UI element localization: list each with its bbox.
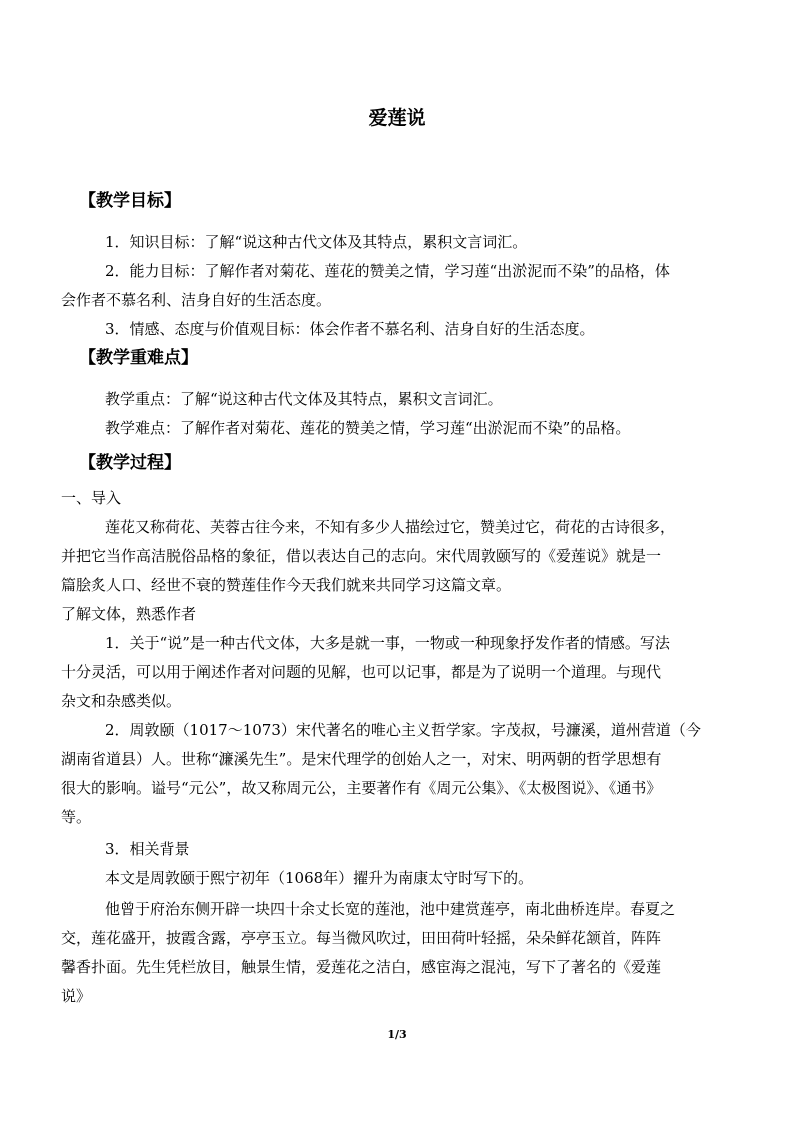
process-line: 馨香扑面。先生凭栏放目，触景生情，爱莲花之洁白，感宦海之混沌，写下了著名的《爱莲 xyxy=(61,958,662,976)
process-line: 他曾于府治东侧开辟一块四十余丈长宽的莲池，池中建赏莲亭，南北曲桥连岸。春夏之 xyxy=(105,900,676,918)
process-line: 十分灵活，可以用于阐述作者对问题的见解，也可以记事，都是为了说明一个道理。与现代 xyxy=(61,663,662,681)
process-line: 1．关于“说”是一种古代文体，大多是就一事，一物或一种现象抒发作者的情感。写法 xyxy=(105,634,670,652)
keypoints-line: 教学难点：了解作者对菊花、莲花的赞美之情，学习莲“出淤泥而不染”的品格。 xyxy=(105,419,631,437)
section-heading-goals: 【教学目标】 xyxy=(79,191,181,211)
process-line: 篇脍炙人口、经世不衰的赞莲佳作今天我们就来共同学习这篇文章。 xyxy=(61,576,512,594)
process-line: 很大的影响。谥号“元公”，故又称周元公，主要著作有《周元公集》、《太极图说》、《通书》 xyxy=(61,779,662,797)
process-line: 莲花又称荷花、芙蓉古往今来，不知有多少人描绘过它，赞美过它，荷花的古诗很多， xyxy=(105,518,676,536)
page-title: 爱莲说 xyxy=(368,107,426,129)
goals-line: 1．知识目标：了解“说这种古代文体及其特点，累积文言词汇。 xyxy=(105,233,528,251)
process-line: 并把它当作高洁脱俗品格的象征，借以表达自己的志向。宋代周敦颐写的《爱莲说》就是一 xyxy=(61,547,662,565)
section-heading-process: 【教学过程】 xyxy=(79,453,181,473)
process-line: 等。 xyxy=(61,808,92,826)
process-line: 了解文体，熟悉作者 xyxy=(61,605,197,623)
process-line: 3．相关背景 xyxy=(105,840,190,858)
process-line: 本文是周敦颐于熙宁初年（1068年）擢升为南康太守时写下的。 xyxy=(105,869,534,887)
keypoints-line: 教学重点：了解“说这种古代文体及其特点，累积文言词汇。 xyxy=(105,390,503,408)
goals-line: 3．情感、态度与价值观目标：体会作者不慕名利、洁身自好的生活态度。 xyxy=(105,320,595,338)
page-number: 1/3 xyxy=(387,1028,407,1041)
process-line: 湖南省道县）人。世称“濂溪先生”。是宋代理学的创始人之一，对宋、明两朝的哲学思想有 xyxy=(61,750,662,768)
process-line: 交，莲花盛开，披霞含露，亭亭玉立。每当微风吹过，田田荷叶轻摇，朵朵鲜花颔首，阵阵 xyxy=(61,929,662,947)
process-line: 说》 xyxy=(61,987,92,1005)
goals-line: 2．能力目标：了解作者对菊花、莲花的赞美之情，学习莲“出淤泥而不染”的品格，体 xyxy=(105,262,670,280)
process-line: 杂文和杂感类似。 xyxy=(61,692,182,710)
process-line: 一、导入 xyxy=(61,489,122,507)
section-heading-keypoints: 【教学重难点】 xyxy=(79,348,198,368)
goals-line: 会作者不慕名利、洁身自好的生活态度。 xyxy=(61,291,332,309)
process-line: 2．周敦颐（1017～1073）宋代著名的唯心主义哲学家。字茂叔，号濂溪，道州营道（今 xyxy=(105,721,701,739)
